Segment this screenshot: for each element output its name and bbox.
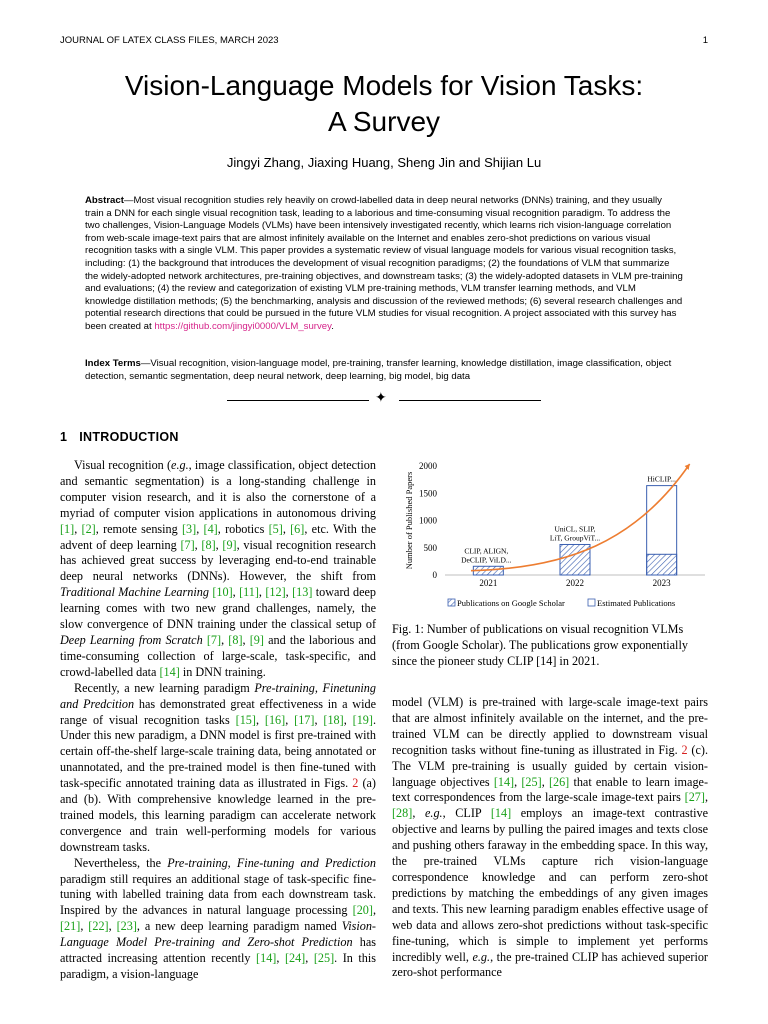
- section-number: 1: [60, 430, 68, 444]
- abstract-end: .: [331, 320, 334, 332]
- bar-annotation-2021: CLIP, ALIGN,: [464, 546, 509, 556]
- abstract: [85, 195, 683, 334]
- paragraph-4: model (VLM) is pre-trained with large-scale image-text pairs that are almost infinitely available on the internet, and the pre-trained VLM can be directly applied to downstream visual recognition tasks without fine-tuning as illustrated in Fig. 2 (c). The VLM pre-training is usually guided by certain vision-language objectives [14], [25], [26] that enable to learn image-text correspondences from the large-scale image-text pairs [27], [28], e.g., CLIP [14] employs an image-text contrastive objective and learns by pulling the paired images and texts close and pushing others faraway in the embedding space. In this way, the pre-trained VLMs capture rich vision-language correspondence knowledge and can perform zero-shot predictions by matching the embeddings of any given images and texts. This new learning paradigm enables effective usage of web data and allows zero-shot predictions without task-specific fine-tuning, which is simple to implement yet performs incredibly well, e.g., the pre-trained CLIP has achieved superior zero-shot performance: [392, 695, 709, 980]
- section-heading: [60, 430, 179, 444]
- index-terms-label: Index Terms: [85, 358, 141, 369]
- y-tick-label: 2000: [419, 461, 437, 471]
- bar-scholar-2023: [647, 554, 677, 575]
- index-terms-text: —Visual recognition, vision-language model, pre-training, transfer learning, knowledge distillation, image classification, object detection, semantic segmentation, deep neural network, deep learning, big model, big data: [85, 358, 672, 382]
- title-line-2: A Survey: [327, 106, 441, 137]
- legend-label-scholar: Publications on Google Scholar: [457, 598, 565, 608]
- section-title: INTRODUCTION: [79, 430, 179, 444]
- bar-annotation-2021: DeCLIP, ViLD...: [461, 555, 512, 565]
- project-link[interactable]: https://github.com/jingyi0000/VLM_survey: [154, 320, 332, 332]
- figure-caption: Fig. 1: Number of publications on visual recognition VLMs (from Google Scholar). The publications grow exponentially since the pioneer study CLIP [14] in 2021.: [392, 622, 688, 668]
- author-list: Jingyi Zhang, Jiaxing Huang, Sheng Jin and Shijian Lu: [226, 155, 542, 170]
- bar-scholar-2022: [560, 544, 590, 575]
- paragraph-1: Visual recognition (e.g., image classification, object detection and semantic segmentation) is a long-standing challenge in computer vision research, and it is also the cornerstone of a myriad of computer vision applications in autonomous driving [1], [2], remote sensing [3], [4], robotics [5], [6], etc. With the advent of deep learning [7], [8], [9], visual recognition research has achieved great success by leveraging end-to-end trainable deep neural networks (DNNs). However, the shift from Traditional Machine Learning [10], [11], [12], [13] toward deep learning comes with two new grand challenges, namely, the slow convergence of DNN training under the classical setup of Deep Learning from Scratch [7], [8], [9] and the laborious and time-consuming collection of large-scale, task-specific, and crowd-labelled data [14] in DNN training.: [60, 458, 377, 679]
- y-tick-label: 500: [423, 542, 437, 553]
- divider-line-left: [227, 400, 369, 401]
- page-number: 1: [702, 35, 708, 46]
- legend-swatch-scholar: [448, 599, 455, 606]
- y-tick-label: 0: [432, 570, 437, 580]
- x-tick-label: 2021: [479, 578, 498, 588]
- paragraph-2: Recently, a new learning paradigm Pre-training, Finetuning and Predcition has demonstrated great effectiveness in a wide range of visual recognition tasks [15], [16], [17], [18], [19]. Under this new paradigm, a DNN model is first pre-trained with certain off-the-shelf large-scale training data, being annotated or unannotated, and the pre-trained model is then fine-tuned with task-specific annotated training data as illustrated in Figs. 2 (a) and (b). With comprehensive knowledge learned in the pre-trained models, this learning paradigm can accelerate network convergence and train well-performing models for various downstream tasks.: [60, 680, 377, 854]
- y-axis-label: Number of Published Papers: [404, 471, 414, 570]
- bar-annotation-2023: HiCLIP...: [647, 474, 676, 484]
- title-line-1: Vision-Language Models for Vision Tasks:: [124, 70, 644, 101]
- bar-annotation-2022: UniCL, SLIP,: [554, 524, 596, 534]
- left-column: [60, 458, 376, 983]
- legend-swatch-estimated: [588, 599, 595, 606]
- y-tick-label: 1500: [419, 488, 437, 499]
- divider-line-right: [399, 400, 541, 401]
- x-tick-label: 2022: [566, 578, 584, 588]
- abstract-text: —Most visual recognition studies rely heavily on crowd-labelled data in deep neural networks (DNNs) training, and they usually train a DNN for each single visual recognition task, leading to a laborious and time-consuming visual recognition paradigm. To address the two challenges, Vision-Language Models (VLMs) have been intensively investigated recently, which learns rich vision-language correlation from web-scale image-text pairs that are almost infinitely available on the Internet and enables zero-shot predictions on various visual recognition tasks with a single VLM. This paper provides a systematic review of visual language models for various visual recognition tasks, including: (1) the background that introduces the development of visual recognition paradigms; (2) the foundations of VLM that summarize the widely-adopted network architectures, pre-training objectives, and downstream tasks; (3) the widely-adopted datasets in VLM pre-training and evaluations; (4) the review and categorization of existing VLM pre-training methods, VLM transfer learning methods, and VLM knowledge distillation methods; (5) the benchmarking, analysis and discussion of the reviewed methods; (6) several research challenges and potential research directions that could be pursued in the future VLM studies for visual recognition. A project associated with this survey has been created at: [85, 195, 683, 332]
- right-column: [392, 695, 708, 981]
- legend-label-estimated: Estimated Publications: [597, 598, 676, 608]
- section-divider: [227, 390, 541, 408]
- paper-title: [60, 68, 708, 140]
- x-tick-label: 2023: [652, 578, 671, 588]
- paragraph-3: Nevertheless, the Pre-training, Fine-tuning and Prediction paradigm still requires an additional stage of task-specific fine-tuning with labelled training data from each downstream task. Inspired by the advances in natural language processing [20], [21], [22], [23], a new deep learning paradigm named Vision-Language Model Pre-training and Zero-shot Prediction has attracted increasing attention recently [14], [24], [25]. In this paradigm, a vision-language: [60, 855, 377, 981]
- publications-chart: [400, 458, 710, 618]
- bar-annotation-2022: LiT, GroupViT...: [549, 533, 601, 543]
- abstract-label: Abstract: [85, 195, 124, 206]
- index-terms: [85, 358, 683, 383]
- divider-star-icon: ✦: [375, 390, 387, 406]
- y-tick-label: 1000: [419, 515, 437, 526]
- journal-header: JOURNAL OF LATEX CLASS FILES, MARCH 2023: [60, 35, 279, 46]
